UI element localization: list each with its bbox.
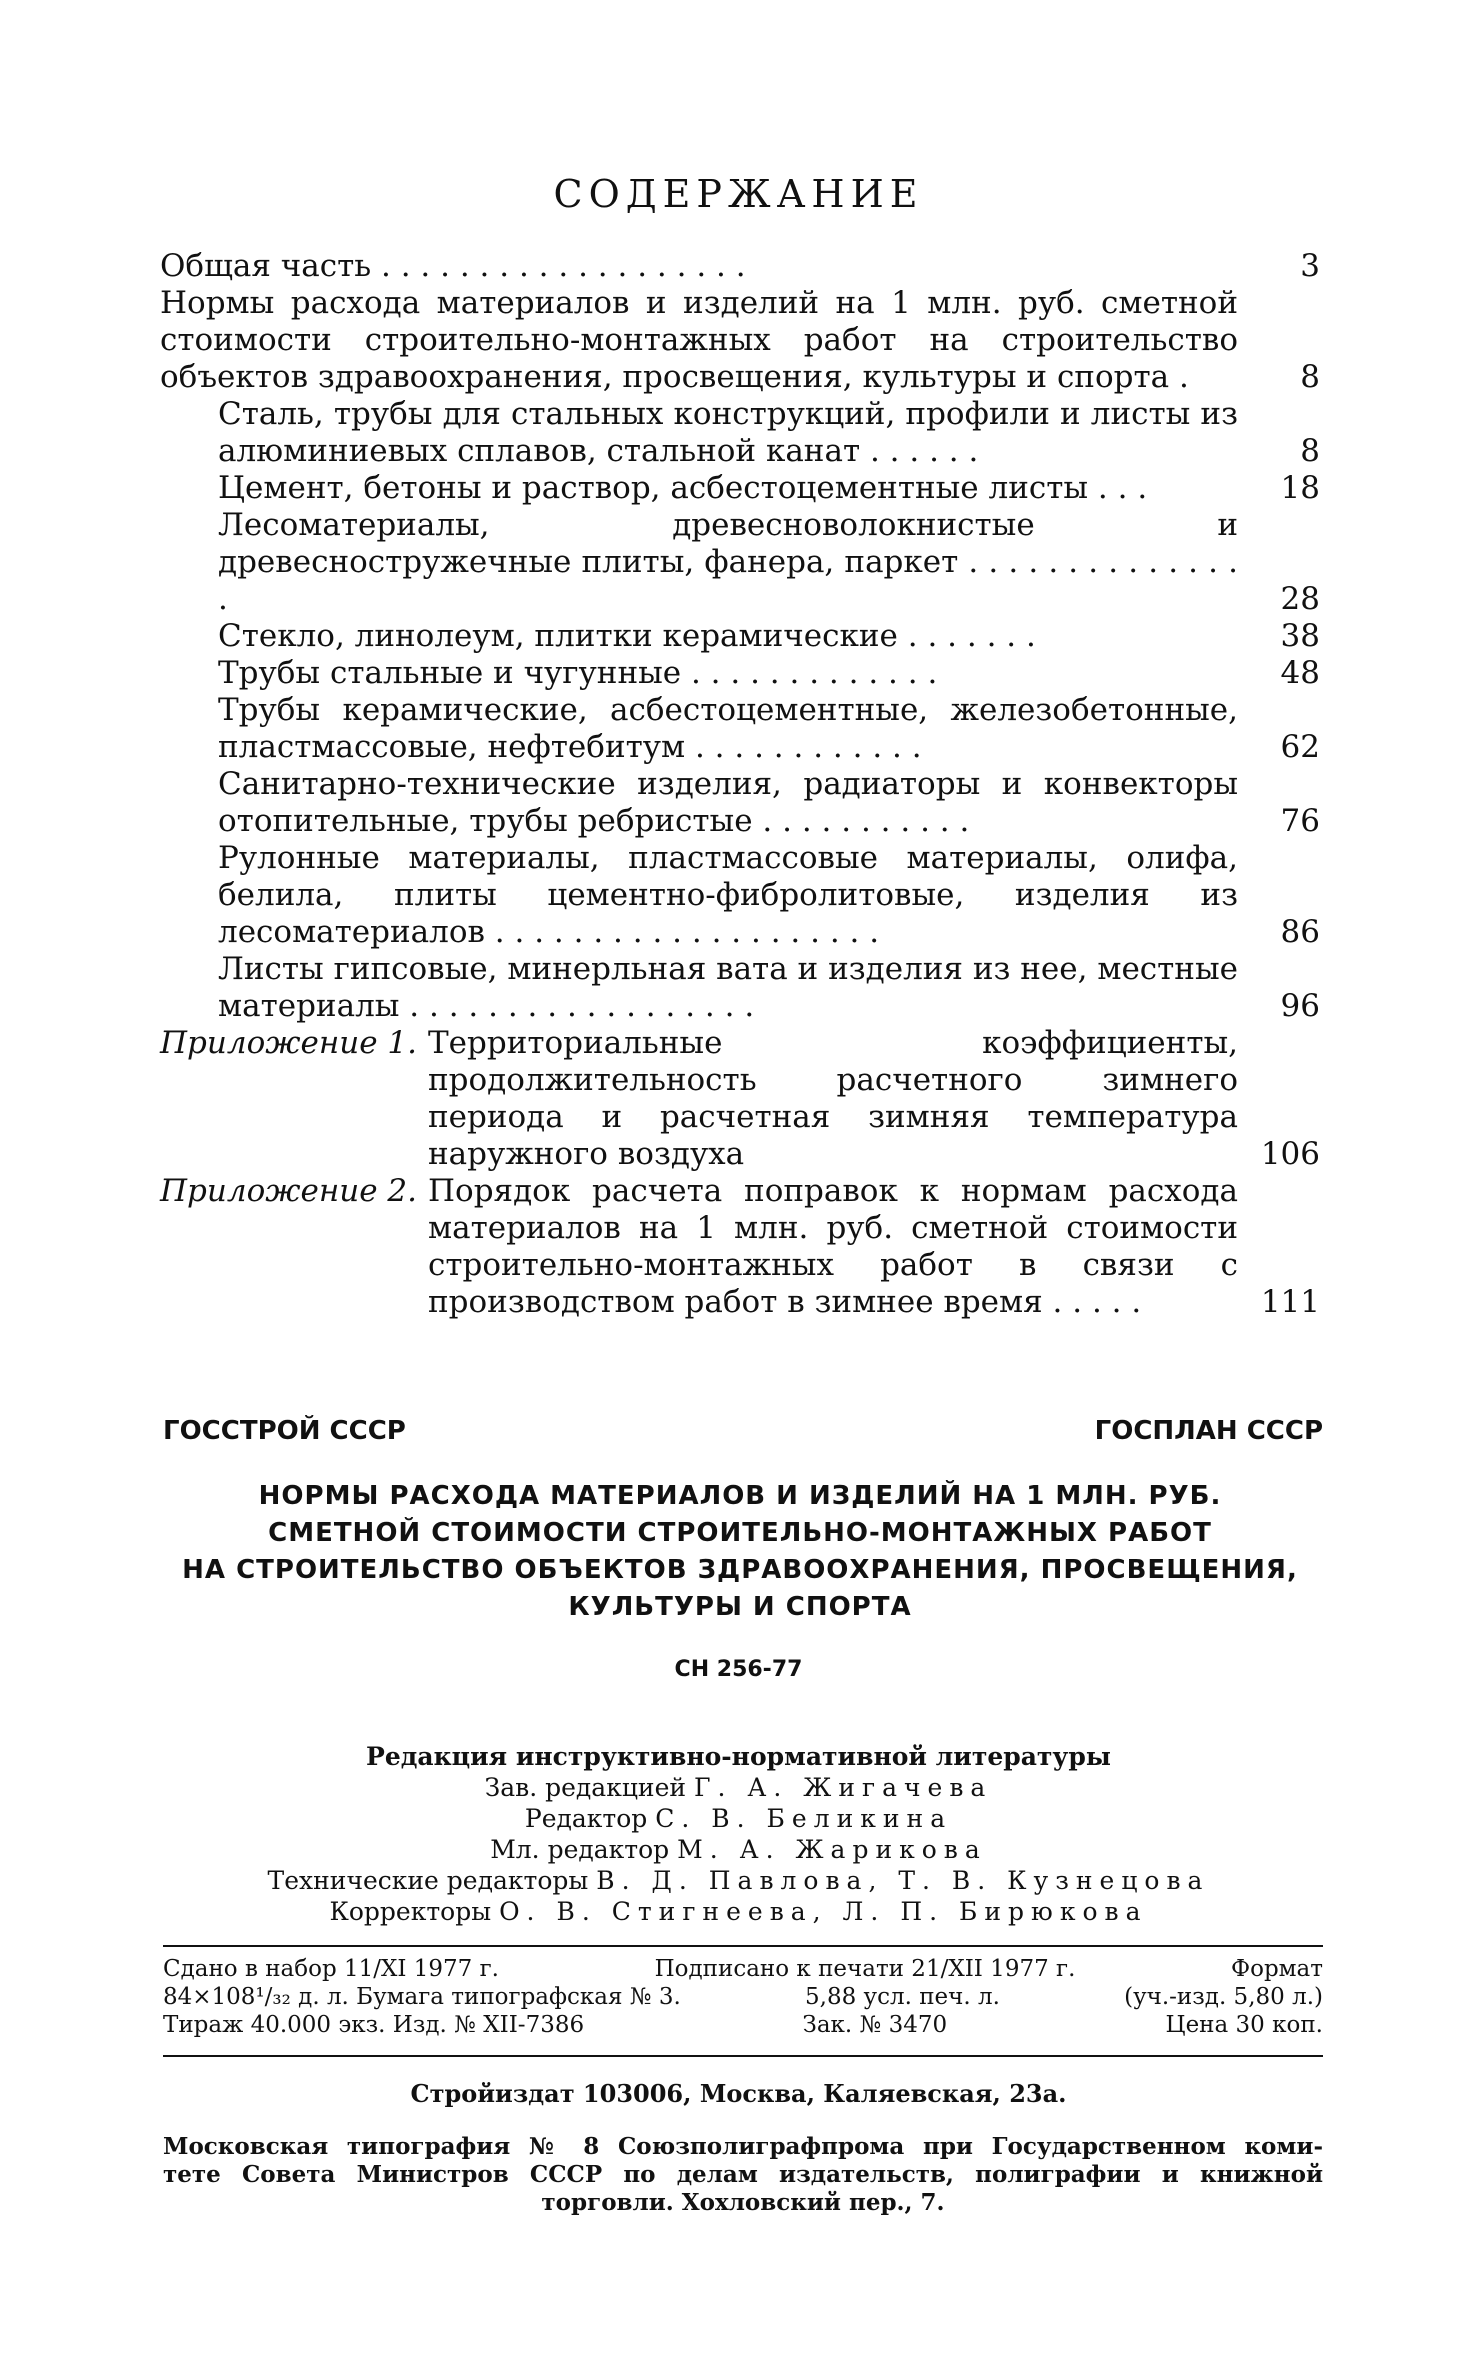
editorial-credits: [0, 1741, 1477, 1927]
toc-subentry: [160, 507, 1320, 618]
imprint-part: (уч.-изд. 5,80 л.): [1124, 1984, 1323, 2010]
appendix-label: Приложение 2.: [160, 1173, 417, 1209]
toc-subentry: [160, 951, 1320, 1025]
imprint-part: Цена 30 коп.: [1165, 2012, 1323, 2038]
toc-entry-page: 111: [1260, 1284, 1320, 1320]
toc-entry-page: 8: [1300, 433, 1320, 469]
book-title-line: НОРМЫ РАСХОДА МАТЕРИАЛОВ И ИЗДЕЛИЙ НА 1 МЛН. РУБ.: [258, 1481, 1222, 1511]
toc-entry-text: Нормы расхода материалов и изделий на 1 млн. руб. сметной стоимости строительно-монтажных работ на строительство объектов здравоохранения, просвещения, культуры и спорта .: [160, 285, 1238, 395]
book-title-line: НА СТРОИТЕЛЬСТВО ОБЪЕКТОВ ЗДРАВООХРАНЕНИЯ, ПРОСВЕЩЕНИЯ,: [182, 1555, 1298, 1585]
editor-line: [0, 1772, 1477, 1803]
editor-role: Редактор: [524, 1804, 648, 1833]
toc-entry-text: Рулонные материалы, пластмассовые материалы, олифа, белила, плиты цементно-фибролитовые, изделия из лесоматериалов . . . . . . . . . . . . . . . . . . . .: [218, 840, 1238, 950]
toc-entry-page: 18: [1280, 470, 1320, 506]
divider: [163, 1945, 1323, 1947]
toc-subentry: [160, 655, 1320, 692]
editor-role: Корректоры: [329, 1897, 492, 1926]
editor-role: Технические редакторы: [267, 1866, 589, 1895]
toc-entry-text: Стекло, линолеум, плитки керамические . . . . . . .: [218, 618, 1036, 654]
toc-appendix: [160, 1025, 1320, 1173]
imprint-line: [163, 1955, 1323, 1983]
toc-subentry: [160, 766, 1320, 840]
toc-entry-text: Санитарно-технические изделия, радиаторы и конвекторы отопительные, трубы ребристые . . . . . . . . . . .: [218, 766, 1238, 839]
toc-subentry: [160, 396, 1320, 470]
toc-entry-text: Трубы керамические, асбестоцементные, железобетонные, пластмассовые, нефтебитум . . . . . . . . . . . .: [218, 692, 1238, 765]
editor-role: Мл. редактор: [490, 1835, 670, 1864]
appendix-text: Порядок расчета поправок к нормам расхода материалов на 1 млн. руб. сметной стоимости строительно-монтажных работ в связи с производством работ в зимнее время . . . . .: [428, 1173, 1238, 1320]
document-code: СН 256-77: [674, 1657, 803, 1682]
editor-line: [0, 1803, 1477, 1834]
printer-line: Московская типография № 8 Союзполиграфпрома при Государственном коми-: [163, 2133, 1323, 2160]
editor-name: О. В. Стигнеева, Л. П. Бирюкова: [499, 1897, 1148, 1926]
toc-entry-page: 96: [1280, 988, 1320, 1024]
table-of-contents: [160, 248, 1320, 1321]
imprint-part: Сдано в набор 11/XI 1977 г.: [163, 1956, 499, 1982]
publisher: Стройиздат 103006, Москва, Каляевская, 23а.: [410, 2079, 1067, 2108]
imprint: [163, 1955, 1323, 2039]
toc-entry-text: Листы гипсовые, минерльная вата и изделия из нее, местные материалы . . . . . . . . . . . . . . . . . .: [218, 951, 1238, 1024]
editor-role: Зав. редакцией: [484, 1773, 687, 1802]
printer: [163, 2133, 1323, 2217]
printer-line: тете Совета Министров СССР по делам издательств, полиграфии и книжной: [163, 2161, 1323, 2188]
toc-entry-page: 48: [1280, 655, 1320, 691]
imprint-part: 5,88 усл. печ. л.: [805, 1984, 1000, 2010]
toc-entry-page: 3: [1300, 248, 1320, 284]
editor-name: Г. А. Жигачева: [693, 1773, 993, 1802]
toc-entry-text: Сталь, трубы для стальных конструкций, профили и листы из алюминиевых сплавов, стальной канат . . . . . .: [218, 396, 1238, 469]
toc-subentry: [160, 470, 1320, 507]
imprint-part: Зак. № 3470: [802, 2012, 948, 2038]
toc-entry-page: 8: [1300, 359, 1320, 395]
toc-entry-text: Общая часть . . . . . . . . . . . . . . . . . . .: [160, 248, 746, 284]
editor-line: [0, 1896, 1477, 1927]
toc-subentry: [160, 840, 1320, 951]
editor-name: В. Д. Павлова, Т. В. Кузнецова: [596, 1866, 1210, 1895]
toc-entry-text: Цемент, бетоны и раствор, асбестоцементные листы . . .: [218, 470, 1148, 506]
appendix-text: Территориальные коэффициенты, продолжительность расчетного зимнего периода и расчетная зимняя температура наружного воздуха: [428, 1025, 1238, 1172]
imprint-line: [163, 2011, 1323, 2039]
editor-line: [0, 1834, 1477, 1865]
imprint-part: Подписано к печати 21/XII 1977 г.: [654, 1956, 1076, 1982]
org-right: ГОСПЛАН СССР: [1094, 1416, 1323, 1446]
printer-line: торговли. Хохловский пер., 7.: [541, 2189, 945, 2216]
toc-entry-text: Лесоматериалы, древесноволокнистые и древесностружечные плиты, фанера, паркет . . . . . . . . . . . . . . .: [218, 507, 1238, 617]
imprint-part: Формат: [1231, 1956, 1323, 1982]
imprint-line: [163, 1983, 1323, 2011]
book-title: [150, 1478, 1330, 1626]
book-title-line: СМЕТНОЙ СТОИМОСТИ СТРОИТЕЛЬНО-МОНТАЖНЫХ РАБОТ: [268, 1518, 1212, 1548]
toc-appendix: [160, 1173, 1320, 1321]
editorial-office: Редакция инструктивно-нормативной литературы: [366, 1742, 1111, 1771]
editor-name: М. А. Жарикова: [677, 1835, 987, 1864]
imprint-part: 84×108¹/₃₂ д. л. Бумага типографская № 3.: [163, 1984, 681, 2010]
editor-name: С. В. Беликина: [655, 1804, 953, 1833]
book-title-line: КУЛЬТУРЫ И СПОРТА: [568, 1592, 912, 1622]
toc-subentry: [160, 618, 1320, 655]
toc-entry-page: 38: [1280, 618, 1320, 654]
editor-line: [0, 1865, 1477, 1896]
toc-subentry: [160, 692, 1320, 766]
toc-entry-text: Трубы стальные и чугунные . . . . . . . . . . . . .: [218, 655, 938, 691]
toc-entry-page: 62: [1280, 729, 1320, 765]
toc-entry-page: 106: [1260, 1136, 1320, 1172]
appendix-label: Приложение 1.: [160, 1025, 417, 1061]
toc-entry: [160, 248, 1320, 285]
toc-entry-page: 28: [1280, 581, 1320, 617]
divider: [163, 2055, 1323, 2057]
toc-entry-page: 86: [1280, 914, 1320, 950]
toc-entry-page: 76: [1280, 803, 1320, 839]
toc-entry: [160, 285, 1320, 396]
toc-title: СОДЕРЖАНИЕ: [553, 172, 924, 216]
imprint-part: Тираж 40.000 экз. Изд. № XII-7386: [163, 2012, 585, 2038]
org-left: ГОССТРОЙ СССР: [163, 1416, 406, 1446]
